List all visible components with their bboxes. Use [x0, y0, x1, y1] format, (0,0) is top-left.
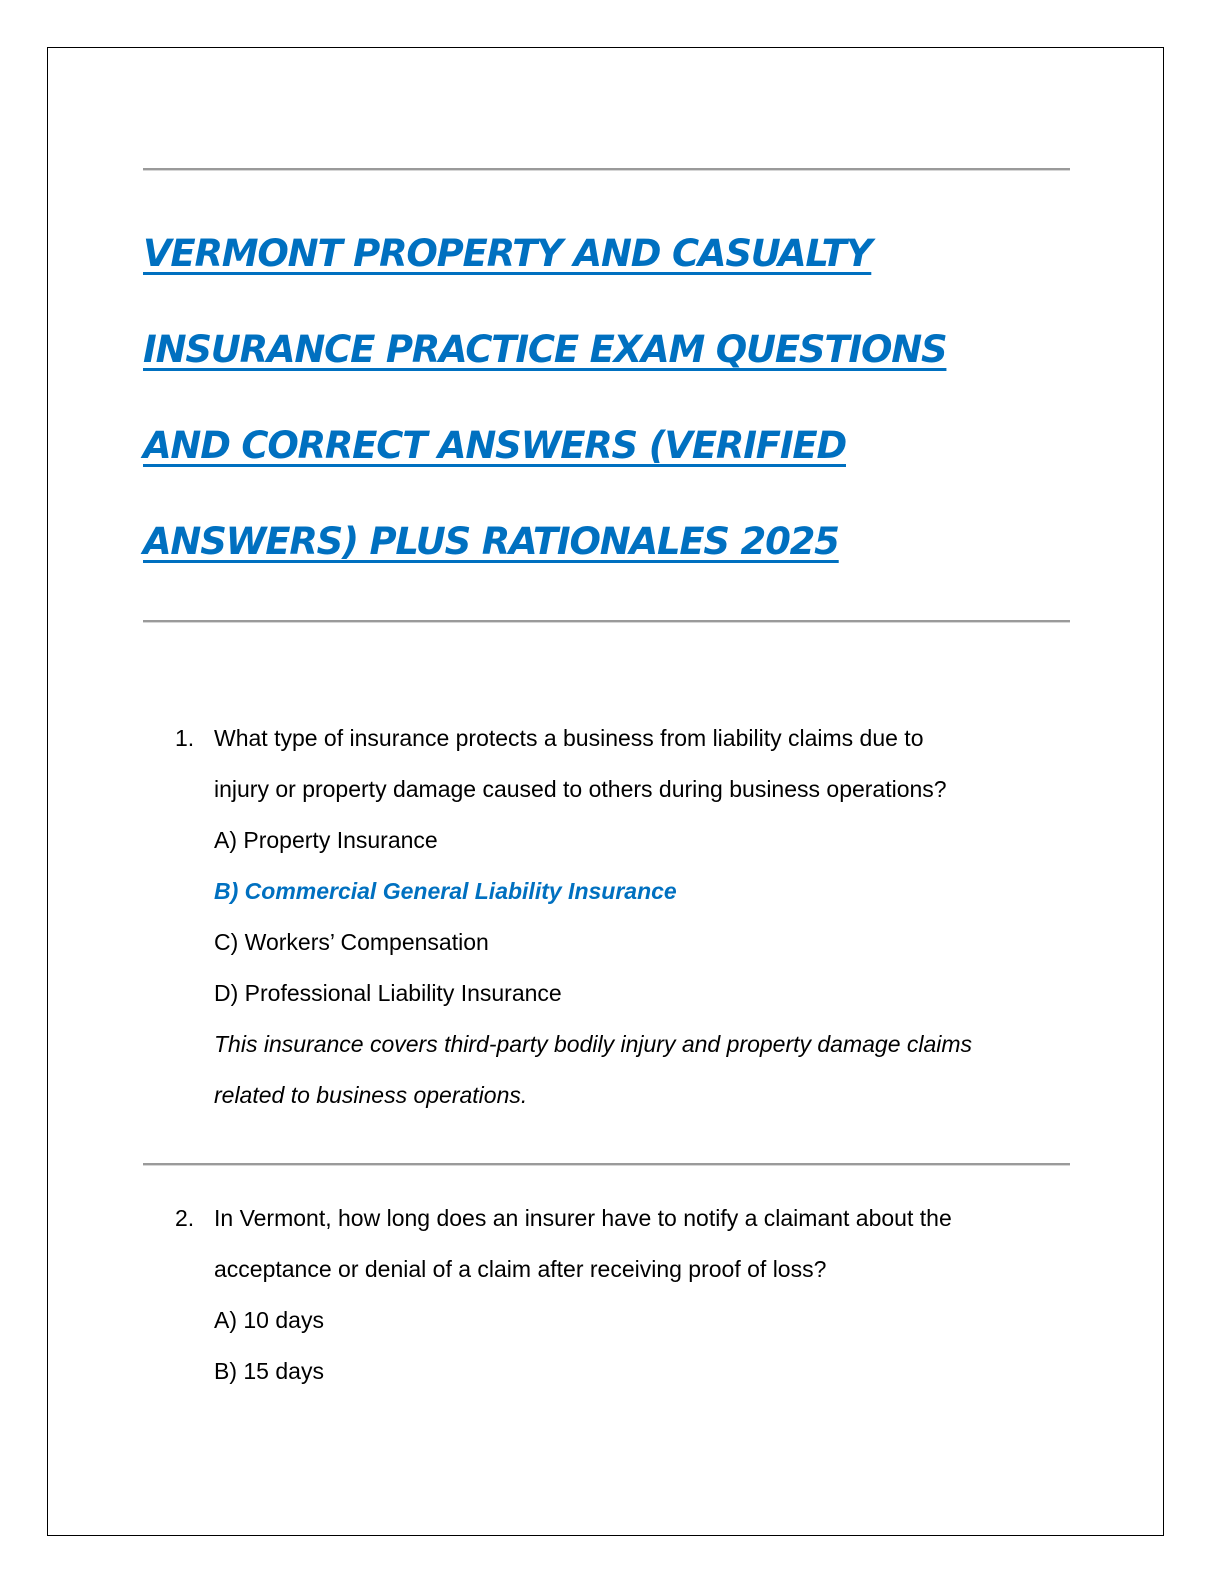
- question-text-continued: acceptance or denial of a claim after receiving proof of loss?: [214, 1256, 827, 1282]
- question-1: [175, 713, 1075, 1121]
- question-1-first-line: [175, 713, 1075, 764]
- title-line: [143, 302, 1083, 398]
- rationale-continued: related to business operations.: [214, 1082, 528, 1108]
- horizontal-rule-after-title: [143, 620, 1070, 622]
- title-line: [143, 206, 1083, 302]
- title-line-text: VERMONT PROPERTY AND CASUALTY: [143, 232, 872, 275]
- question-2: [175, 1193, 1075, 1397]
- question-text-continued: injury or property damage caused to others during business operations?: [214, 776, 947, 802]
- horizontal-rule-top: [143, 168, 1070, 170]
- question-number: 1.: [175, 725, 195, 751]
- title-line-text: AND CORRECT ANSWERS (VERIFIED: [143, 424, 846, 467]
- question-text: What type of insurance protects a business from liability claims due to: [214, 725, 924, 751]
- title-line: [143, 494, 1083, 590]
- horizontal-rule-between-questions: [143, 1163, 1070, 1165]
- title-line-text: INSURANCE PRACTICE EXAM QUESTIONS: [143, 328, 947, 371]
- option-d: D) Professional Liability Insurance: [214, 980, 562, 1006]
- title-line-text: ANSWERS) PLUS RATIONALES 2025: [143, 520, 839, 563]
- option-a: A) Property Insurance: [214, 827, 438, 853]
- rationale: This insurance covers third-party bodily injury and property damage claims: [214, 1031, 973, 1057]
- question-2-first-line: [175, 1193, 1075, 1244]
- question-text: In Vermont, how long does an insurer have to notify a claimant about the: [214, 1205, 952, 1231]
- option-c: C) Workers’ Compensation: [214, 929, 489, 955]
- title-line: [143, 398, 1083, 494]
- option-b-correct-answer: B) Commercial General Liability Insurance: [214, 878, 677, 904]
- question-number: 2.: [175, 1205, 195, 1231]
- option-b: B) 15 days: [214, 1358, 324, 1384]
- option-a: A) 10 days: [214, 1307, 324, 1333]
- document-title: [143, 206, 1083, 590]
